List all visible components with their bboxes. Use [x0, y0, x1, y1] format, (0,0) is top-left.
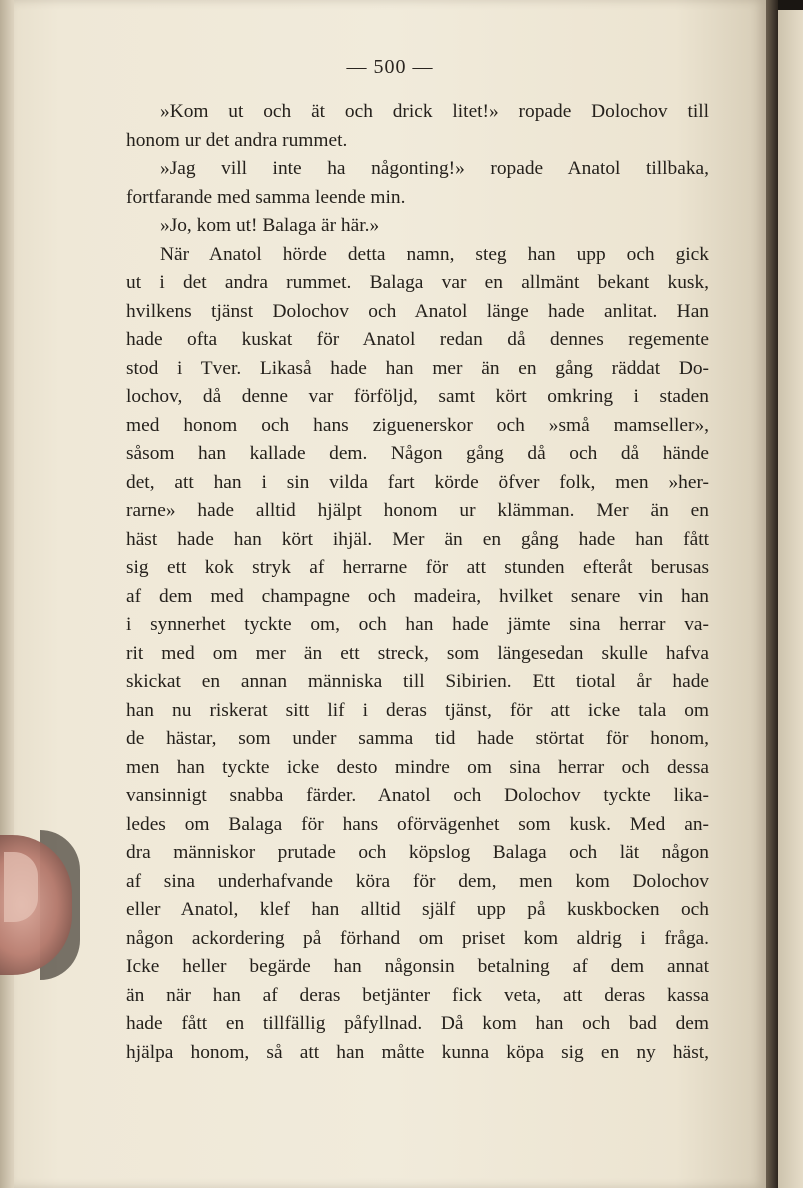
text-line: stod i Tver. Likaså hade han mer än en gång räddat Do- — [126, 357, 709, 379]
text-line: sig ett kok stryk af herrarne för att stunden efteråt berusas — [126, 557, 709, 578]
text-line: hjälpa honom, så att han måtte kunna köpa sig en ny häst, — [126, 1041, 709, 1063]
page-number: — 500 — — [346, 56, 434, 78]
text-line: rarne» hade alltid hjälpt honom ur klämman. Mer än en — [126, 500, 709, 521]
text-line: »Jag vill inte ha någonting!» ropade Anatol tillbaka, — [160, 158, 709, 179]
text-line: dra människor prutade och köpslog Balaga och lät någon — [126, 842, 709, 863]
text-line: honom ur det andra rummet. — [126, 129, 348, 151]
text-line: men han tyckte icke desto mindre om sina herrar och dessa — [126, 756, 709, 778]
text-line: rit med om mer än ett streck, som längesedan skulle hafva — [126, 642, 709, 664]
text-line: När Anatol hörde detta namn, steg han upp och gick — [160, 243, 709, 265]
text-line: vansinnigt snabba färder. Anatol och Dolochov tyckte lika- — [126, 785, 709, 806]
text-line: af sina underhafvande köra för dem, men kom Dolochov — [126, 870, 709, 892]
text-line: med honom och hans ziguenerskor och »små mamseller», — [126, 414, 709, 436]
text-line: i synnerhet tyckte om, och han hade jämte sina herrar va- — [126, 614, 709, 635]
text-line: häst hade han kört ihjäl. Mer än en gång hade han fått — [126, 528, 709, 550]
text-line: de hästar, som under samma tid hade störtat för honom, — [126, 728, 709, 749]
text-line: skickat en annan människa till Sibirien. Ett tiotal år hade — [126, 671, 709, 692]
book-gutter — [766, 0, 778, 1188]
text-line: ledes om Balaga för hans oförvägenhet som kusk. Med an- — [126, 813, 709, 835]
body-text — [126, 98, 709, 1067]
text-line: hade ofta kuskat för Anatol redan då dennes regemente — [126, 329, 709, 350]
text-line: Icke heller begärde han någonsin betalning af dem annat — [126, 956, 709, 977]
text-line: »Jo, kom ut! Balaga är här.» — [160, 215, 380, 236]
next-page-edge — [778, 10, 803, 1188]
text-line: någon ackordering på förhand om priset kom aldrig i fråga. — [126, 927, 709, 949]
text-line: af dem med champagne och madeira, hvilket senare vin han — [126, 585, 709, 607]
text-line: såsom han kallade dem. Någon gång då och då hände — [126, 443, 709, 464]
text-line: ut i det andra rummet. Balaga var en allmänt bekant kusk, — [126, 272, 709, 293]
text-line: hade fått en tillfällig påfyllnad. Då kom han och bad dem — [126, 1013, 709, 1034]
text-line: han nu riskerat sitt lif i deras tjänst, för att icke tala om — [126, 699, 709, 721]
text-line: hvilkens tjänst Dolochov och Anatol länge hade anlitat. Han — [126, 300, 709, 322]
text-line: eller Anatol, klef han alltid själf upp på kuskbocken och — [126, 899, 709, 920]
text-line: »Kom ut och ät och drick litet!» ropade Dolochov till — [160, 101, 709, 122]
text-line: än när han af deras betjänter fick veta, att deras kassa — [126, 984, 709, 1006]
text-line: fortfarande med samma leende min. — [126, 186, 406, 208]
thumb-nail — [4, 852, 38, 922]
book-page — [14, 0, 766, 1188]
text-line: det, att han i sin vilda fart körde öfver folk, men »her- — [126, 471, 709, 493]
text-line: lochov, då denne var förföljd, samt kört omkring i staden — [126, 386, 709, 407]
